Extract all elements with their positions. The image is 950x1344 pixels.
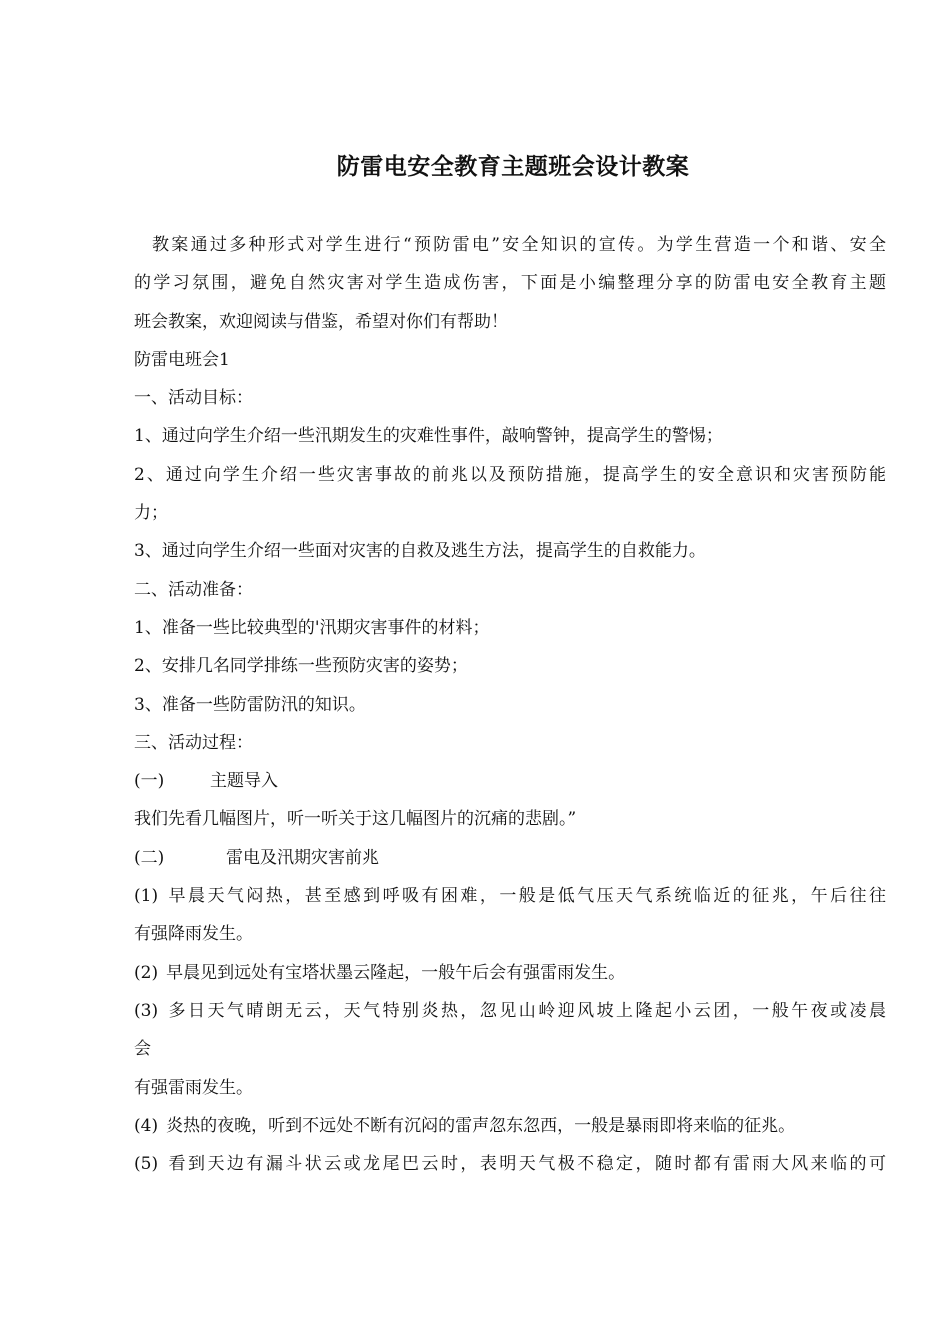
goal-item-1: 1、通过向学生介绍一些汛期发生的灾难性事件，敲响警钟，提高学生的警惕； [134, 426, 723, 447]
sign-1-cont: 有强降雨发生。 [134, 924, 253, 945]
step-2-label: (二) [134, 847, 165, 868]
document-body [134, 226, 886, 1183]
prep-item-3: 3、准备一些防雷防汛的知识。 [134, 694, 366, 715]
goal-item-3: 3、通过向学生介绍一些面对灾害的自救及逃生方法，提高学生的自救能力。 [134, 541, 706, 562]
step-1-text: 主题导入 [210, 771, 278, 792]
step-2-text: 雷电及汛期灾害前兆 [226, 847, 379, 868]
sign-1-number: (1) [134, 886, 159, 907]
sign-5-number: (5) [134, 1154, 159, 1175]
goal-item-2: 2、通过向学生介绍一些灾害事故的前兆以及预防措施，提高学生的安全意识和灾害预防能 [134, 464, 886, 485]
sign-1 [134, 877, 886, 915]
intro-line-2: 的学习氛围，避免自然灾害对学生造成伤害，下面是小编整理分享的防雷电安全教育主题 [134, 273, 886, 294]
sign-5 [134, 1145, 886, 1183]
sign-2 [134, 954, 886, 992]
document-title: 防雷电安全教育主题班会设计教案 [336, 154, 690, 180]
sign-1-text: 早晨天气闷热，甚至感到呼吸有困难，一般是低气压天气系统临近的征兆，午后往往 [166, 886, 886, 907]
step-1-label: (一) [134, 771, 165, 792]
sign-3-text: 多日天气晴朗无云，天气特别炎热，忽见山岭迎风坡上隆起小云团，一般午夜或凌晨 [166, 1000, 886, 1021]
step-2 [134, 839, 886, 877]
sign-3-number: (3) [134, 1000, 159, 1021]
sign-2-number: (2) [134, 962, 159, 983]
sign-4-text: 炎热的夜晚，听到不远处不断有沉闷的雷声忽东忽西，一般是暴雨即将来临的征兆。 [166, 1115, 796, 1136]
section-title: 防雷电班会1 [134, 349, 230, 370]
prep-item-1: 1、准备一些比较典型的'汛期灾害事件的材料； [134, 617, 490, 638]
prep-heading: 二、活动准备： [134, 579, 253, 600]
sign-3 [134, 992, 886, 1030]
prep-item-2: 2、安排几名同学排练一些预防灾害的姿势； [134, 656, 468, 677]
process-heading: 三、活动过程： [134, 732, 253, 753]
sign-3-cont-2: 有强雷雨发生。 [134, 1077, 253, 1098]
intro-line-1: 教案通过多种形式对学生进行“预防雷电”安全知识的宣传。为学生营造一个和谐、安全 [152, 235, 886, 255]
goal-heading: 一、活动目标： [134, 388, 253, 409]
step-1-body: 我们先看几幅图片，听一听关于这几幅图片的沉痛的悲剧。” [134, 809, 577, 830]
goal-item-2-cont: 力； [134, 503, 168, 524]
sign-5-text: 看到天边有漏斗状云或龙尾巴云时，表明天气极不稳定，随时都有雷雨大风来临的可 [166, 1154, 886, 1175]
sign-3-cont: 会 [134, 1039, 151, 1060]
sign-4 [134, 1107, 886, 1145]
intro-line-3: 班会教案，欢迎阅读与借鉴，希望对你们有帮助！ [134, 311, 508, 332]
step-1 [134, 762, 886, 800]
sign-4-number: (4) [134, 1115, 159, 1136]
sign-2-text: 早晨见到远处有宝塔状墨云隆起，一般午后会有强雷雨发生。 [166, 962, 626, 983]
